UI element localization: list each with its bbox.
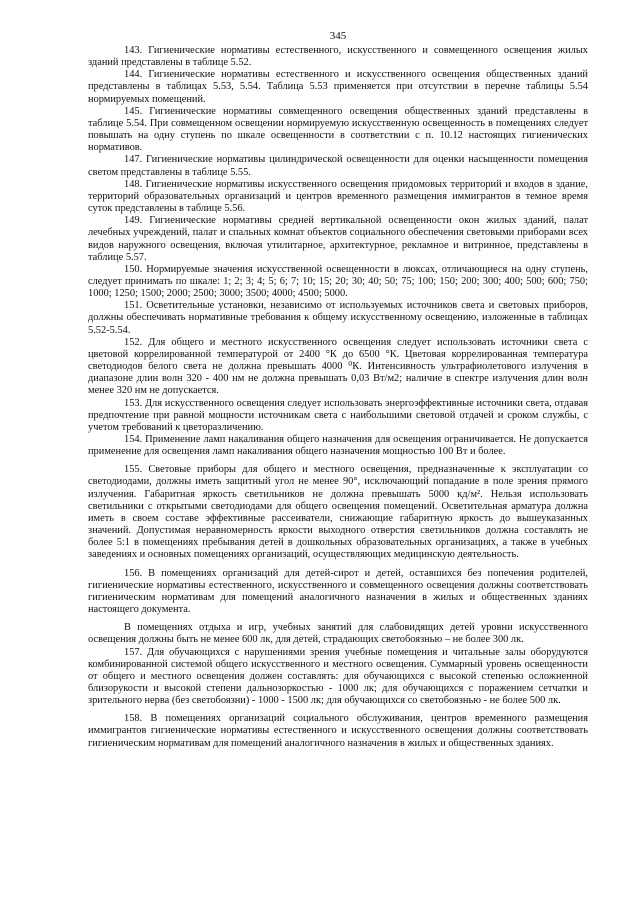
paragraph-143: 143. Гигиенические нормативы естественного, искусственного и совмещенного освещения жилых зданий представлены в таблице 5.52.: [88, 45, 588, 69]
paragraph-157: 157. Для обучающихся с нарушениями зрения учебные помещения и читальные залы оборудуются комбинированной системой общего искусственного и местного освещения. Суммарный уровень освещенности от общего и местного освещения должен составлять: для обучающихся с высокой степенью осложненной близорукости и высокой степени дальнозоркостью - 1000 лк; для обучающихся с поражением сетчатки и зрительного нерва (без светобоязни) - 1000 - 1500 лк; для обучающихся со светобоязнью - не более 500 лк.: [88, 646, 588, 707]
paragraph-153: 153. Для искусственного освещения следует использовать энергоэффективные источники света, отдавая предпочтение при равной мощности источникам света с наибольшими световой отдачей и сроком службы, с учетом требований к цветоразличению.: [88, 397, 588, 433]
paragraph-145: 145. Гигиенические нормативы совмещенного освещения общественных зданий представлены в таблице 5.54. При совмещенном освещении нормируемую искусственную освещенность в помещениях следует повышать на одну ступень по шкале освещенности в соответствии с п. 10.12 настоящих гигиенических нормативов.: [88, 105, 588, 154]
paragraph-148: 148. Гигиенические нормативы искусственного освещения придомовых территорий и входов в здание, территорий образовательных организаций и центров временного размещения иммигрантов в темное время суток представлены в таблице 5.56.: [88, 178, 588, 215]
paragraph-151: 151. Осветительные установки, независимо от используемых источников света и световых приборов, должны обеспечивать нормативные требования к общему искусственному освещению, изложенные в таблицах 5.52-5.54.: [88, 300, 588, 336]
paragraph-147: 147. Гигиенические нормативы цилиндрической освещенности для оценки насыщенности помещения светом представлены в таблице 5.55.: [88, 154, 588, 178]
paragraph-156-continued: В помещениях отдыха и игр, учебных занятий для слабовидящих детей уровни искусственного освещения должны быть не менее 600 лк, для детей, страдающих светобоязнью – не более 300 лк.: [88, 622, 588, 646]
paragraph-149: 149. Гигиенические нормативы средней вертикальной освещенности окон жилых зданий, палат лечебных учреждений, палат и спальных комнат объектов социального обеспечения световыми приборами всех видов наружного освещения, включая утилитарное, архитектурное, рекламное и витринное, представлены в таблице 5.57.: [88, 215, 588, 263]
paragraph-155: 155. Световые приборы для общего и местного освещения, предназначенные к эксплуатации со светодиодами, должны иметь защитный угол не менее 90°, исключающий попадание в поле зрения прямого излучения. Габаритная яркость светильников не должна превышать 5000 кд/м². Нельзя использовать светильники с открытыми светодиодами для общего освещения помещений. Осветительная арматура должна иметь в своем составе эффективные рассеиватели, снижающие габаритную яркость до вышеуказанных значений. Допустимая неравномерность яркости выходного отверстия светильников должна составлять не более 5:1 в помещениях пребывания детей в дошкольных образовательных организациях, а также в учебных заведениях и основных помещениях организаций, осуществляющих медицинскую деятельность.: [88, 464, 588, 561]
paragraph-158: 158. В помещениях организаций социального обслуживания, центров временного размещения иммигрантов гигиенические нормативы естественного и искусственного освещения должны соответствовать гигиеническим нормативам для помещений аналогичного назначения в жилых и общественных зданиях.: [88, 713, 588, 749]
paragraph-154: 154. Применение ламп накаливания общего назначения для освещения ограничивается. Не допускается применение для освещения ламп накаливания общего назначения мощностью 100 Вт и более.: [88, 434, 588, 458]
paragraph-144: 144. Гигиенические нормативы естественного и искусственного освещения общественных зданий представлены в таблицах 5.53, 5.54. Таблица 5.53 применяется при отсутствии в перечне таблицы 5.54 нормируемых помещений.: [88, 69, 588, 105]
paragraph-152: 152. Для общего и местного искусственного освещения следует использовать источники света с цветовой коррелированной температурой от 2400 °К до 6500 °К. Цветовая коррелированная температура светодиодов белого света не должна превышать 4000 ⁰К. Интенсивность ультрафиолетового излучения в диапазоне длин волн 320 - 400 нм не должна превышать 0,03 Вт/м2; наличие в спектре излучения длин волн менее 320 нм не допускается.: [88, 336, 588, 397]
page-number: 345: [329, 30, 347, 42]
paragraph-156: 156. В помещениях организаций для детей-сирот и детей, оставшихся без попечения родителей, гигиенические нормативы естественного, искусственного и совмещенного освещения должны соответствовать гигиеническим нормативам для помещений аналогичного назначения в жилых и общественных зданиях настоящего документа.: [88, 567, 588, 616]
paragraph-150: 150. Нормируемые значения искусственной освещенности в люксах, отличающиеся на одну ступень, следует принимать по шкале: 1; 2; 3; 4; 5; 6; 7; 10; 15; 20; 30; 40; 50; 75; 100; 150; 200; 300; 400; 500; 600; 750; 1000; 1250; 1500; 2000; 2500; 3000; 3500; 4000; 4500; 5000.: [88, 263, 588, 300]
